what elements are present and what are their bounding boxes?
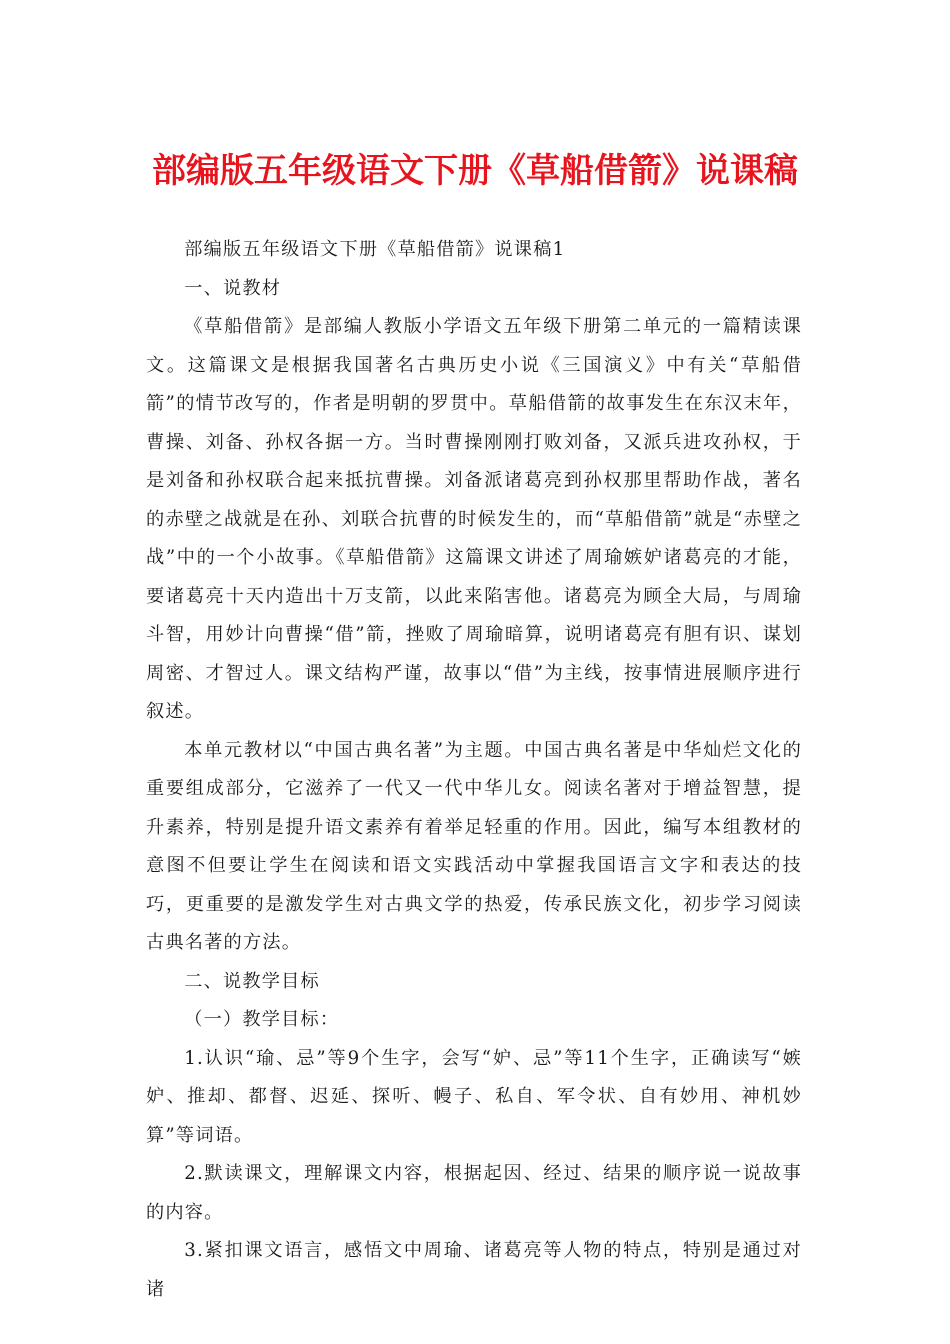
subsection-heading-goals: （一）教学目标：	[184, 1009, 340, 1030]
paragraph-unit-theme: 本单元教材以“中国古典名著”为主题。中国古典名著是中华灿烂文化的重要组成部分，它滋养了一代又一代中华儿女。阅读名著对于增益智慧，提升素养，特别是提升语文素养有着举足轻重的作用。因此，编写本组教材的意图不但要让学生在阅读和语文实践活动中掌握我国语言文字和表达的技巧，更重要的是激发学生对古典文学的热爱，传承民族文化，初步学习阅读古典名著的方法。	[146, 739, 802, 953]
goal-item-3: 3.紧扣课文语言，感悟文中周瑜、诸葛亮等人物的特点，特别是通过对诸	[146, 1240, 802, 1300]
goal-item-2: 2.默读课文，理解课文内容，根据起因、经过、结果的顺序说一说故事的内容。	[146, 1163, 802, 1223]
goal-item-1: 1.认识“瑜、忌”等9个生字，会写“妒、忌”等11个生字，正确读写“嫉妒、推却、都督、迟延、探听、幔子、私自、军令状、自有妙用、神机妙算”等词语。	[146, 1047, 802, 1146]
section-heading-teaching-goals: 二、说教学目标	[184, 970, 320, 992]
section-heading-teaching-material: 一、说教材	[184, 277, 282, 299]
document-body	[146, 231, 802, 1309]
document-title: 部编版五年级语文下册《草船借箭》说课稿	[152, 151, 798, 191]
paragraph-material-intro: 《草船借箭》是部编人教版小学语文五年级下册第二单元的一篇精读课文。这篇课文是根据我国著名古典历史小说《三国演义》中有关“草船借箭”的情节改写的，作者是明朝的罗贯中。草船借箭的故事发生在东汉末年，曹操、刘备、孙权各据一方。当时曹操刚刚打败刘备，又派兵进攻孙权，于是刘备和孙权联合起来抵抗曹操。刘备派诸葛亮到孙权那里帮助作战，著名的赤壁之战就是在孙、刘联合抗曹的时候发生的，而“草船借箭”就是“赤壁之战”中的一个小故事。《草船借箭》这篇课文讲述了周瑜嫉妒诸葛亮的才能，要诸葛亮十天内造出十万支箭，以此来陷害他。诸葛亮为顾全大局，与周瑜斗智，用妙计向曹操“借”箭，挫败了周瑜暗算，说明诸葛亮有胆有识、谋划周密、才智过人。课文结构严谨，故事以“借”为主线，按事情进展顺序进行叙述。	[146, 316, 802, 722]
paragraph-subtitle: 部编版五年级语文下册《草船借箭》说课稿1	[184, 239, 566, 260]
